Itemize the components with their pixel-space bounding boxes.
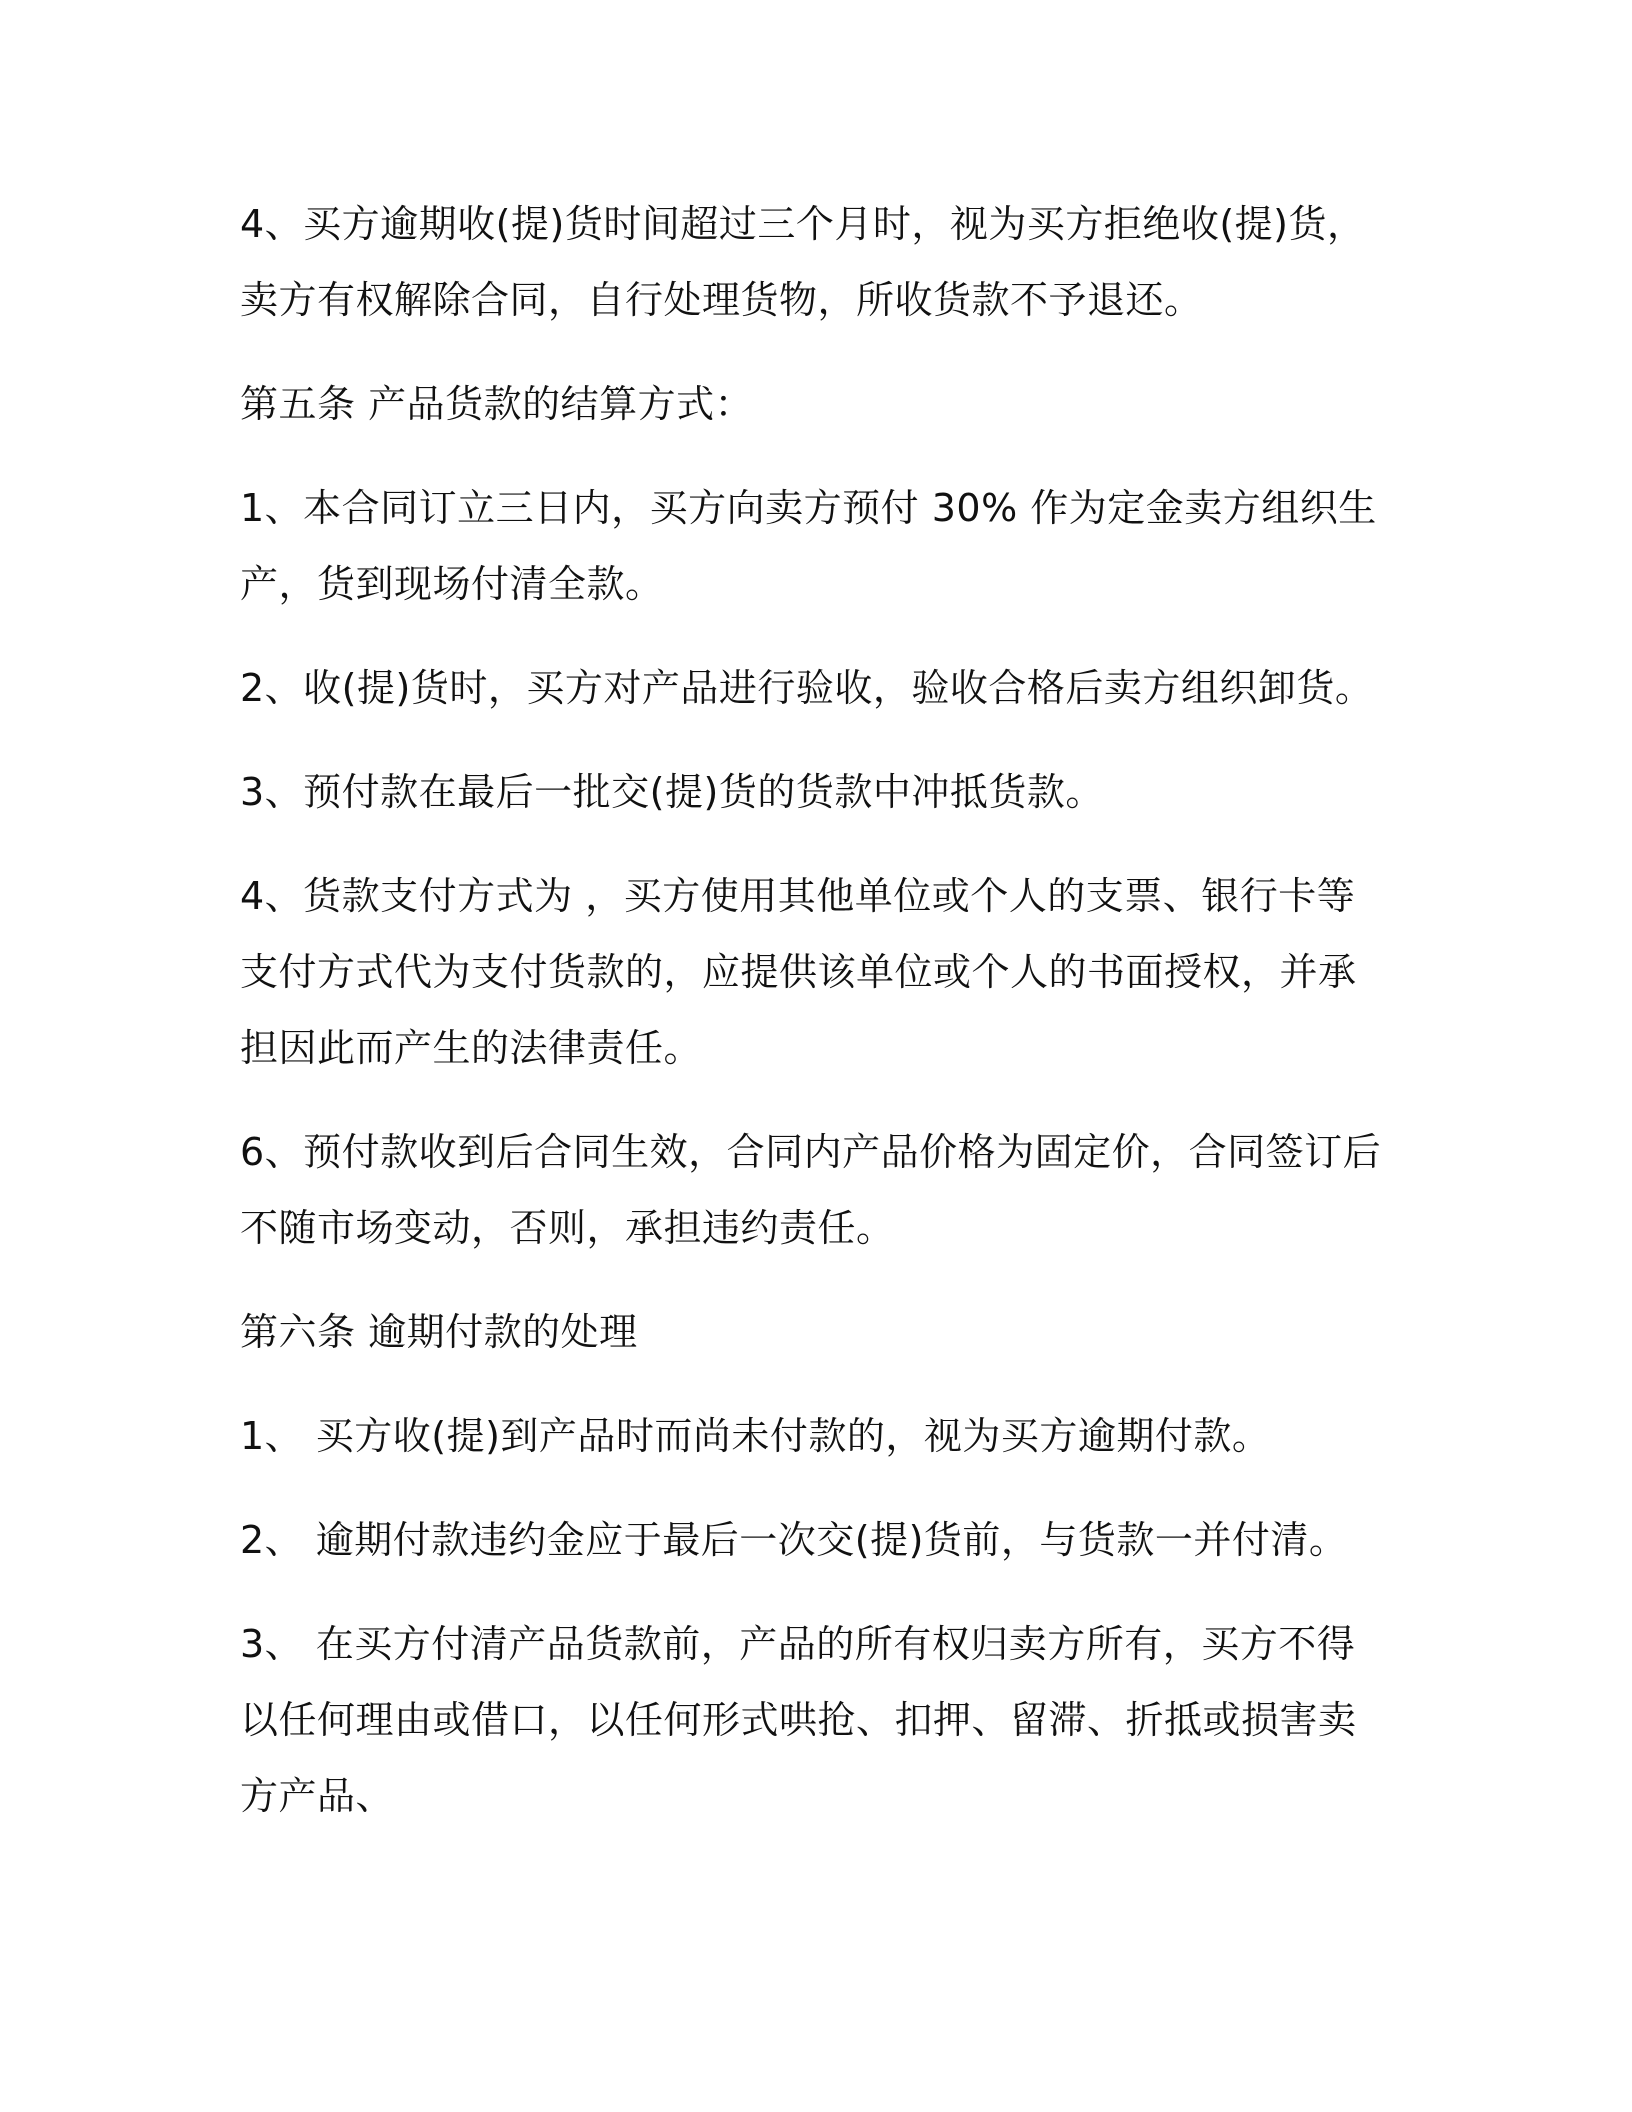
clause-6-2-paragraph: 2、 逾期付款违约金应于最后一次交(提)货前，与货款一并付清。 — [240, 1518, 1348, 1562]
clause-6-3-paragraph: 3、 在买方付清产品货款前，产品的所有权归卖方所有，买方不得以任何理由或借口，以任何形式哄抢、扣押、留滞、折抵或损害卖方产品、 — [240, 1622, 1357, 1818]
article-5-heading: 第五条 产品货款的结算方式： — [240, 382, 754, 426]
clause-5-2-paragraph: 2、收(提)货时，买方对产品进行验收，验收合格后卖方组织卸货。 — [240, 666, 1374, 710]
clause-4-4-paragraph: 4、买方逾期收(提)货时间超过三个月时，视为买方拒绝收(提)货，卖方有权解除合同，自行处理货物，所收货款不予退还。 — [240, 202, 1366, 322]
clause-5-4-paragraph: 4、货款支付方式为 ，买方使用其他单位或个人的支票、银行卡等支付方式代为支付货款的，应提供该单位或个人的书面授权，并承担因此而产生的法律责任。 — [240, 874, 1357, 1070]
article-6-heading: 第六条 逾期付款的处理 — [240, 1310, 638, 1354]
document-body — [240, 186, 1390, 1862]
clause-5-3-paragraph: 3、预付款在最后一批交(提)货的货款中冲抵货款。 — [240, 770, 1104, 814]
clause-5-1-paragraph: 1、本合同订立三日内，买方向卖方预付 30% 作为定金卖方组织生产，货到现场付清全款。 — [240, 486, 1377, 606]
clause-6-1-paragraph: 1、 买方收(提)到产品时而尚未付款的，视为买方逾期付款。 — [240, 1414, 1271, 1458]
clause-5-6-paragraph: 6、预付款收到后合同生效，合同内产品价格为固定价，合同签订后不随市场变动，否则，承担违约责任。 — [240, 1130, 1382, 1250]
